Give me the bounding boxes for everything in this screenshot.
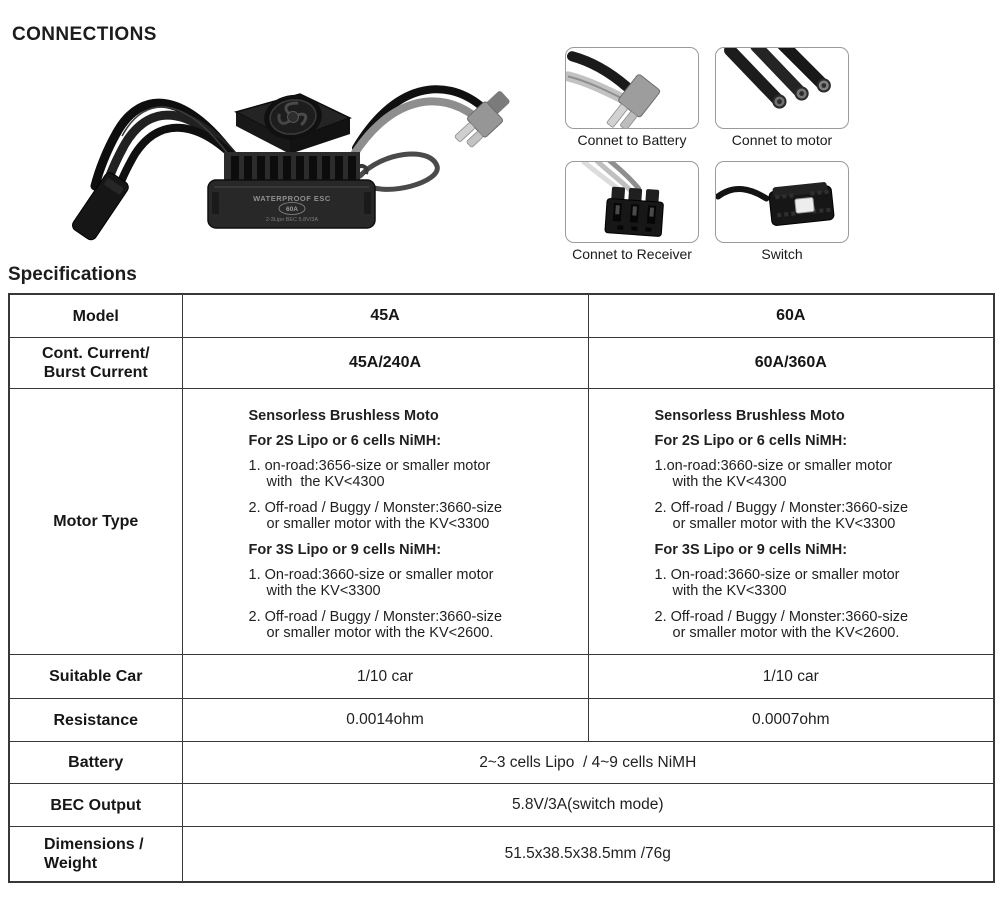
motor-type-item-line: with the KV<4300 xyxy=(266,473,385,490)
motor-type-item-line: 1.on-road:3660-size or smaller motor xyxy=(654,457,893,474)
motor-type-item xyxy=(655,609,988,641)
table-row-resistance xyxy=(9,699,994,742)
receiver-connector-icon xyxy=(566,162,698,242)
motor-type-subtitle: For 3S Lipo or 9 cells NiMH: xyxy=(654,541,848,558)
suitable-car-60a-cell: 1/10 car xyxy=(588,655,994,699)
motor-type-item-line: 1. On-road:3660-size or smaller motor xyxy=(248,566,494,583)
dimensions-weight-value-cell: 51.5x38.5x38.5mm /76g xyxy=(182,827,994,883)
suitable-car-label: Suitable Car xyxy=(9,655,182,699)
dimensions-label-line1: Dimensions / xyxy=(44,836,144,853)
current-label-line2: Burst Current xyxy=(43,364,148,381)
table-row-suitable-car xyxy=(9,655,994,699)
switch-photo xyxy=(715,161,849,243)
esc-label-line3: 2-3Lipo BEC 5.8V/3A xyxy=(265,217,319,223)
resistance-label: Resistance xyxy=(9,699,182,742)
motor-type-item xyxy=(249,458,582,490)
switch-caption: Switch xyxy=(761,246,803,262)
battery-label: Battery xyxy=(9,742,182,784)
dimensions-weight-label xyxy=(9,827,182,883)
bec-output-value-cell: 5.8V/3A(switch mode) xyxy=(182,784,994,827)
motor-type-subtitle: For 2S Lipo or 6 cells NiMH: xyxy=(248,432,442,449)
connections-heading: CONNECTIONS xyxy=(12,24,157,45)
motor-type-45a-cell xyxy=(182,389,588,655)
motor-type-item-line: or smaller motor with the KV<3300 xyxy=(672,515,896,532)
specifications-heading: Specifications xyxy=(8,264,137,285)
esc-case-tab-left xyxy=(212,192,219,214)
table-row-current xyxy=(9,338,994,389)
suitable-car-45a-cell: 1/10 car xyxy=(182,655,588,699)
dimensions-label-line2: Weight xyxy=(44,855,98,872)
motor-type-item-line: 2. Off-road / Buggy / Monster:3660-size xyxy=(248,499,503,516)
specifications-table xyxy=(8,293,995,883)
table-row-motor-type xyxy=(9,389,994,655)
connector-card-receiver xyxy=(565,161,699,263)
current-label xyxy=(9,338,182,389)
motor-type-item-line: or smaller motor with the KV<2600. xyxy=(266,624,494,641)
motor-connector-caption: Connet to motor xyxy=(731,132,833,148)
battery-value-cell: 2~3 cells Lipo / 4~9 cells NiMH xyxy=(182,742,994,784)
motor-type-60a-text xyxy=(589,393,994,641)
current-45a-cell: 45A/240A xyxy=(182,338,588,389)
motor-type-label: Motor Type xyxy=(9,389,182,655)
model-label: Model xyxy=(9,294,182,338)
model-60a-cell: 60A xyxy=(588,294,994,338)
motor-type-title: Sensorless Brushless Moto xyxy=(654,407,845,424)
motor-connector-icon xyxy=(716,48,848,128)
bec-output-label: BEC Output xyxy=(9,784,182,827)
motor-type-item-line: 2. Off-road / Buggy / Monster:3660-size xyxy=(248,608,503,625)
motor-type-item-line: with the KV<3300 xyxy=(266,582,381,599)
table-row-dimensions-weight xyxy=(9,827,994,883)
motor-type-title: Sensorless Brushless Moto xyxy=(248,407,439,424)
battery-connector-photo xyxy=(565,47,699,129)
dimensions-weight-label-block xyxy=(44,835,144,873)
current-60a-cell: 60A/360A xyxy=(588,338,994,389)
motor-type-item-line: 1. on-road:3656-size or smaller motor xyxy=(248,457,491,474)
esc-product-image xyxy=(38,56,520,246)
motor-type-item-line: 2. Off-road / Buggy / Monster:3660-size xyxy=(654,608,909,625)
current-label-line1: Cont. Current/ xyxy=(41,345,150,362)
motor-type-item-line: or smaller motor with the KV<2600. xyxy=(672,624,900,641)
table-row-model xyxy=(9,294,994,338)
battery-connector-icon xyxy=(566,48,698,128)
motor-type-45a-text xyxy=(183,393,588,641)
motor-type-item-line: with the KV<3300 xyxy=(672,582,787,599)
connector-card-motor xyxy=(715,47,849,149)
motor-type-item-line: 1. On-road:3660-size or smaller motor xyxy=(654,566,900,583)
motor-connector-photo xyxy=(715,47,849,129)
receiver-connector-photo xyxy=(565,161,699,243)
motor-type-item xyxy=(249,567,582,599)
motor-type-item-line: or smaller motor with the KV<3300 xyxy=(266,515,490,532)
motor-type-item xyxy=(655,500,988,532)
esc-case-tab-right xyxy=(364,192,371,214)
motor-type-item-line: with the KV<4300 xyxy=(672,473,787,490)
motor-type-60a-cell xyxy=(588,389,994,655)
resistance-45a-cell: 0.0014ohm xyxy=(182,699,588,742)
esc-illustration xyxy=(38,56,520,246)
table-row-bec-output xyxy=(9,784,994,827)
table-row-battery xyxy=(9,742,994,784)
esc-label-line2: 60A xyxy=(286,206,298,213)
motor-type-subtitle: For 2S Lipo or 6 cells NiMH: xyxy=(654,432,848,449)
motor-type-subtitle: For 3S Lipo or 9 cells NiMH: xyxy=(248,541,442,558)
connector-cards xyxy=(565,47,849,263)
receiver-connector-caption: Connet to Receiver xyxy=(572,246,692,262)
model-45a-cell: 45A xyxy=(182,294,588,338)
switch-icon xyxy=(716,162,848,242)
esc-label-line1: WATERPROOF ESC xyxy=(253,194,331,203)
battery-connector-caption: Connet to Battery xyxy=(577,132,687,148)
resistance-60a-cell: 0.0007ohm xyxy=(588,699,994,742)
motor-type-item xyxy=(655,567,988,599)
motor-type-item xyxy=(249,609,582,641)
esc-right-cable-gray xyxy=(353,101,474,156)
connector-card-battery xyxy=(565,47,699,149)
motor-type-item-line: 2. Off-road / Buggy / Monster:3660-size xyxy=(654,499,909,516)
motor-type-item xyxy=(655,458,988,490)
esc-receiver-plug xyxy=(70,171,130,242)
motor-type-item xyxy=(249,500,582,532)
connector-card-switch xyxy=(715,161,849,263)
